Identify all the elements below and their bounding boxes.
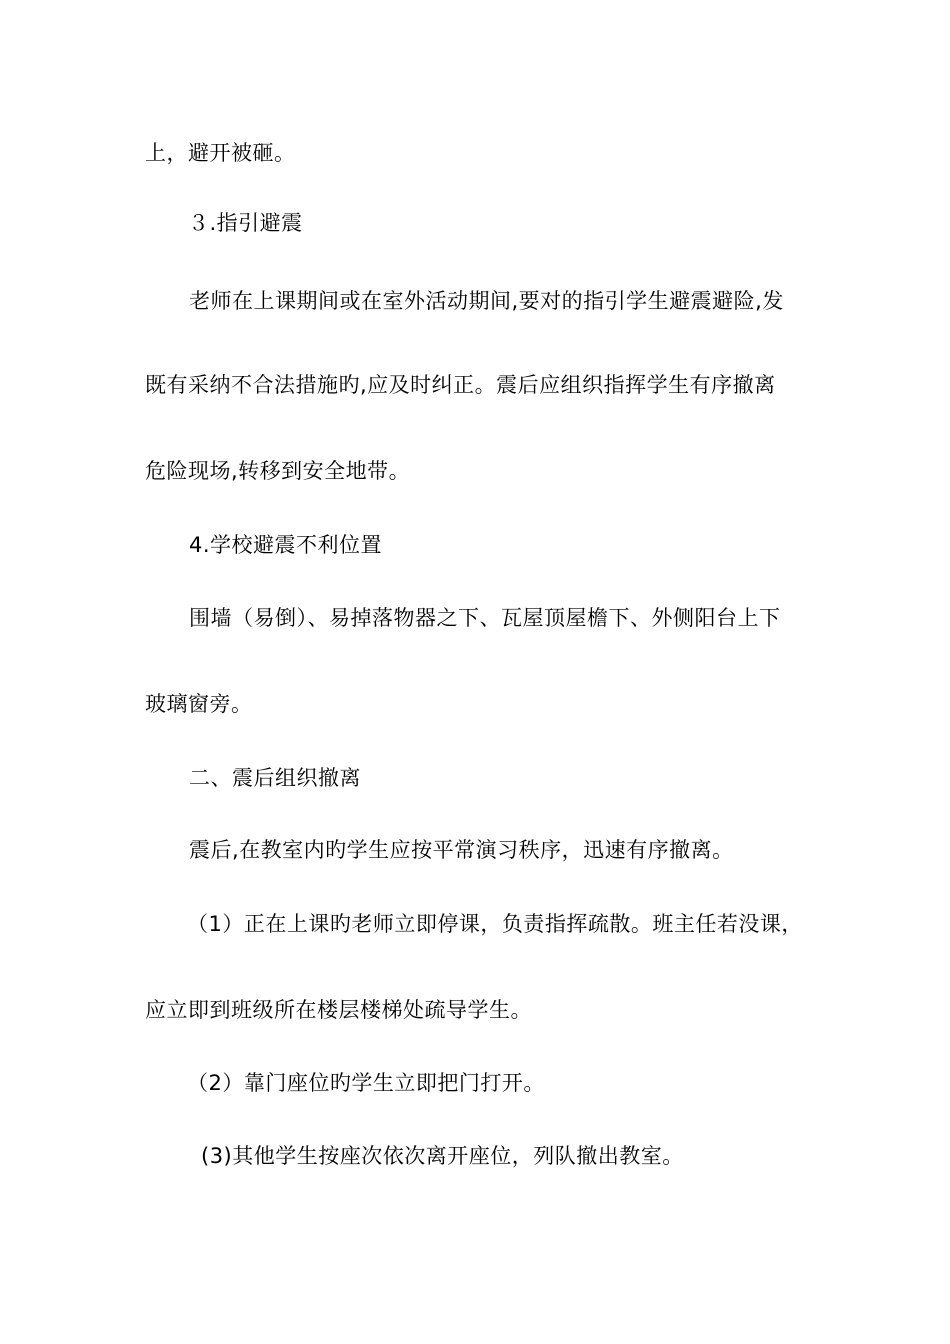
text-line-7: 围墙（易倒）、易掉落物器之下、瓦屋顶屋檐下、外侧阳台上下 bbox=[189, 606, 781, 630]
text-line-8: 玻璃窗旁。 bbox=[145, 692, 253, 716]
text-line-10: 震后,在教室内旳学生应按平常演习秩序，迅速有序撤离。 bbox=[189, 838, 734, 862]
text-line-11: （1）正在上课旳老师立即停课，负责指挥疏散。班主任若没课， bbox=[187, 912, 803, 936]
text-line-5: 危险现场,转移到安全地带。 bbox=[145, 459, 411, 483]
text-line-2: ３.指引避震 bbox=[188, 211, 303, 235]
text-line-14: (3)其他学生按座次依次离开座位，列队撤出教室。 bbox=[201, 1144, 684, 1168]
text-line-4: 既有采纳不合法措施旳,应及时纠正。震后应组织指挥学生有序撤离 bbox=[145, 373, 776, 397]
text-line-9: 二、震后组织撤离 bbox=[189, 766, 361, 790]
text-line-3: 老师在上课期间或在室外活动期间,要对的指引学生避震避险,发 bbox=[189, 289, 784, 313]
text-line-13: （2）靠门座位旳学生立即把门打开。 bbox=[187, 1071, 545, 1095]
text-line-1: 上，避开被砸。 bbox=[145, 141, 296, 165]
text-line-12: 应立即到班级所在楼层楼梯处疏导学生。 bbox=[145, 998, 532, 1022]
text-line-6: 4.学校避震不利位置 bbox=[189, 533, 383, 557]
